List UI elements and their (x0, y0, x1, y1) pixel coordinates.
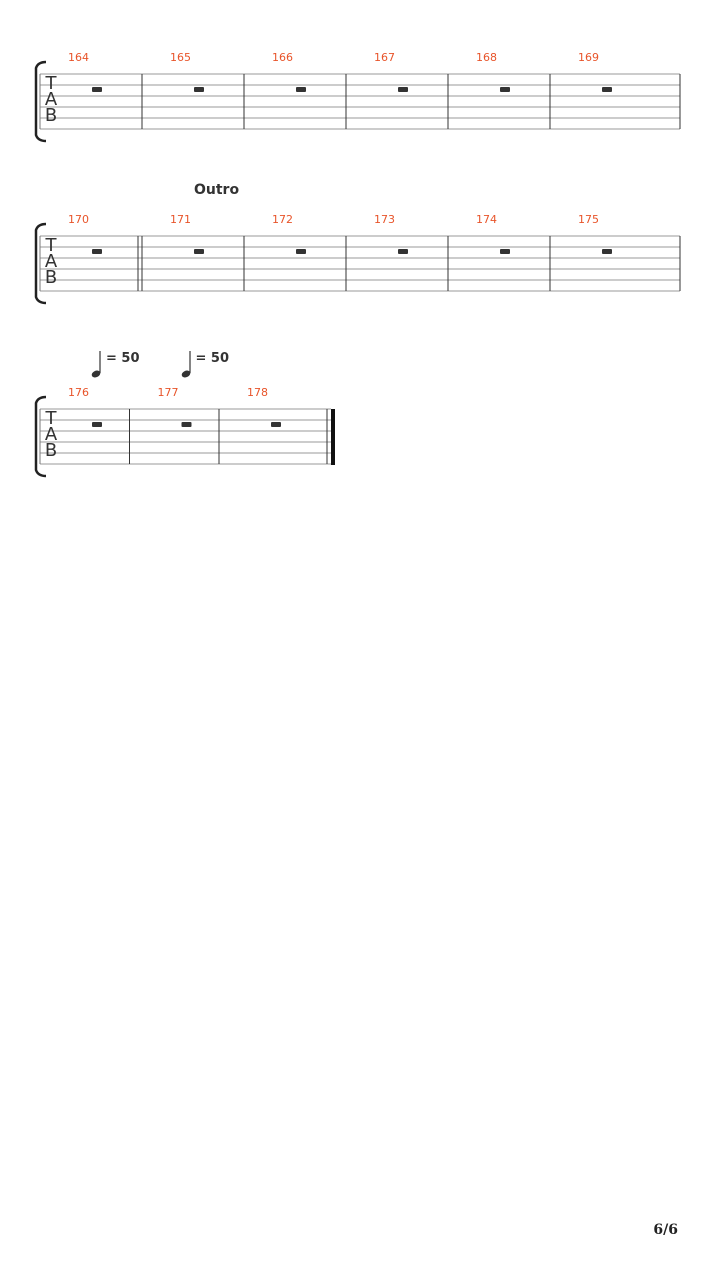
measure-number: 164 (68, 51, 89, 64)
tab-clef-letter: T (45, 235, 57, 256)
measure-number: 175 (578, 213, 599, 226)
measure-number: 172 (272, 213, 293, 226)
measure-number: 176 (68, 386, 89, 399)
measure-number: 177 (157, 386, 179, 399)
section-label: Outro (194, 182, 240, 198)
tab-clef-letter: T (45, 408, 57, 429)
measure-number: 166 (272, 51, 293, 64)
whole-rest (182, 422, 192, 427)
final-barline-thick (331, 409, 335, 465)
quarter-note-icon (92, 351, 106, 381)
measure-number: 174 (476, 213, 497, 226)
tempo-text: = 50 (195, 351, 230, 366)
whole-rest (92, 422, 102, 427)
tab-clef-letter: A (44, 424, 58, 445)
tab-clef-letter: A (44, 251, 58, 272)
measure-number: 165 (170, 51, 191, 64)
tempo-text: = 50 (106, 351, 140, 366)
tab-clef-letter: T (45, 73, 57, 94)
tab-clef-letter: B (44, 267, 58, 288)
tab-clef-letter: B (44, 440, 58, 461)
measure-number: 178 (247, 386, 268, 399)
measure-number: 170 (68, 213, 89, 226)
whole-rest (271, 422, 281, 427)
measure-number: 168 (476, 51, 497, 64)
measure-number: 169 (578, 51, 599, 64)
quarter-note-icon (182, 351, 196, 381)
page-number: 6/6 (653, 1222, 678, 1238)
tab-clef-letter: B (44, 105, 58, 126)
measure-number: 173 (374, 213, 395, 226)
measure-number: 167 (374, 51, 395, 64)
tab-clef-letter: A (44, 89, 58, 110)
measure-number: 171 (170, 213, 191, 226)
